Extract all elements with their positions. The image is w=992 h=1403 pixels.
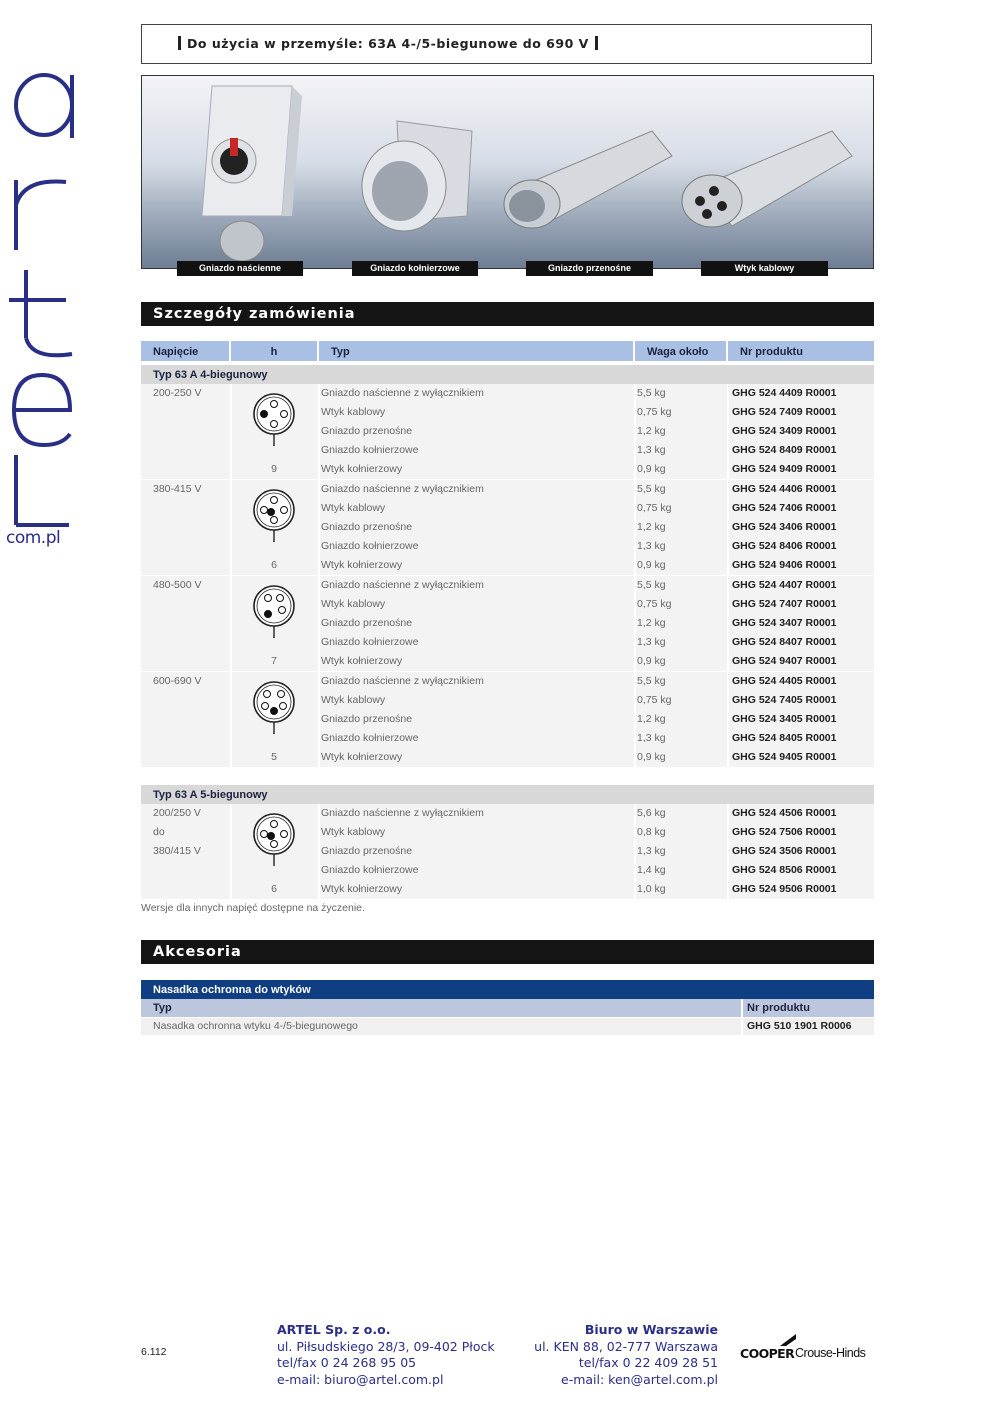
logo-crouse-hinds-text: Crouse-Hinds: [795, 1346, 866, 1360]
portable-socket-image: [504, 131, 672, 228]
h-position: 6: [271, 883, 277, 895]
header-h: h: [231, 341, 317, 361]
product-photo: [141, 75, 874, 269]
product-number: GHG 524 3406 R0001: [732, 521, 837, 533]
product-weight: 1,3 kg: [637, 636, 666, 648]
accessories-title: Akcesoria: [141, 940, 874, 964]
product-number: GHG 524 9506 R0001: [732, 883, 837, 895]
product-weight: 1,4 kg: [637, 864, 666, 876]
footer-phone1: tel/fax 0 24 268 95 05: [277, 1355, 417, 1370]
product-weight: 1,2 kg: [637, 425, 666, 437]
product-type: Wtyk kołnierzowy: [321, 463, 403, 475]
product-type: Wtyk kablowy: [321, 502, 386, 514]
cooper-crouse-hinds-logo: [740, 1336, 874, 1362]
accessories-header-nr: Nr produktu: [743, 999, 874, 1017]
order-section-title: Szczegóły zamówienia: [141, 302, 874, 326]
product-weight: 0,75 kg: [637, 598, 672, 610]
product-type: Gniazdo kołnierzowe: [321, 732, 419, 744]
h-position: 6: [271, 559, 277, 571]
caption-portable-socket: Gniazdo przenośne: [526, 261, 653, 276]
product-number: GHG 524 8407 R0001: [732, 636, 837, 648]
header-voltage: Napięcie: [141, 341, 229, 361]
product-weight: 5,5 kg: [637, 483, 666, 495]
product-type: Wtyk kołnierzowy: [321, 655, 403, 667]
product-type: Gniazdo przenośne: [321, 521, 413, 533]
footer-office: Biuro w Warszawie: [584, 1322, 718, 1337]
accessories-row-nr: GHG 510 1901 R0006: [743, 1018, 874, 1035]
caption-cable-plug: Wtyk kablowy: [701, 261, 828, 276]
voltage-label: 200-250 V: [153, 387, 202, 399]
product-row: [141, 460, 874, 479]
product-number: GHG 524 4506 R0001: [732, 807, 837, 819]
product-type: Gniazdo przenośne: [321, 845, 413, 857]
product-number: GHG 524 4406 R0001: [732, 483, 837, 495]
product-weight: 1,3 kg: [637, 732, 666, 744]
product-weight: 0,8 kg: [637, 826, 666, 838]
product-weight: 0,9 kg: [637, 559, 666, 571]
product-number: GHG 524 7405 R0001: [732, 694, 837, 706]
product-number: GHG 524 3405 R0001: [732, 713, 837, 725]
product-type: Wtyk kołnierzowy: [321, 883, 403, 895]
voltage-block: [141, 671, 874, 767]
product-number: GHG 524 7506 R0001: [732, 826, 837, 838]
product-number: GHG 524 8506 R0001: [732, 864, 837, 876]
product-weight: 5,5 kg: [637, 675, 666, 687]
logo-cooper-text: COOPER: [740, 1346, 795, 1361]
product-type: Gniazdo kołnierzowe: [321, 864, 419, 876]
product-row: [141, 556, 874, 575]
product-weight: 5,5 kg: [637, 387, 666, 399]
product-number: GHG 524 4409 R0001: [732, 387, 837, 399]
logo-mark-icon: [780, 1334, 796, 1346]
product-weight: 0,75 kg: [637, 406, 672, 418]
product-weight: 0,9 kg: [637, 655, 666, 667]
product-number: GHG 524 8409 R0001: [732, 444, 837, 456]
voltage-label: 380-415 V: [153, 483, 202, 495]
product-number: GHG 524 4407 R0001: [732, 579, 837, 591]
pin-layout-icon: [248, 580, 300, 640]
footer-address-plock: [277, 1322, 495, 1388]
product-weight: 1,3 kg: [637, 444, 666, 456]
product-type: Wtyk kołnierzowy: [321, 559, 403, 571]
footer-company: ARTEL Sp. z o.o.: [277, 1322, 391, 1337]
product-number: GHG 524 9406 R0001: [732, 559, 837, 571]
page-title: Do użycia w przemyśle: 63A 4-/5-biegunowe do 690 V: [178, 36, 598, 51]
footer-address2: ul. KEN 88, 02-777 Warszawa: [534, 1338, 718, 1354]
order-groups: [141, 365, 874, 899]
wall-socket-image: [202, 86, 302, 261]
product-type: Wtyk kołnierzowy: [321, 751, 403, 763]
pin-layout-icon: [248, 808, 300, 868]
voltage-label: 480-500 V: [153, 579, 202, 591]
voltage-label: 200/250 V: [153, 807, 201, 819]
caption-wall-socket: Gniazdo naścienne: [177, 261, 303, 276]
product-number: GHG 524 3407 R0001: [732, 617, 837, 629]
product-weight: 1,2 kg: [637, 521, 666, 533]
product-type: Wtyk kablowy: [321, 598, 386, 610]
brand-domain: com.pl: [6, 528, 61, 548]
product-type: Wtyk kablowy: [321, 406, 386, 418]
footer-address1: ul. Piłsudskiego 28/3, 09-402 Płock: [277, 1338, 495, 1354]
footer-phone2: tel/fax 0 22 409 28 51: [578, 1355, 718, 1370]
product-number: GHG 524 8405 R0001: [732, 732, 837, 744]
flanged-socket-image: [362, 121, 472, 231]
product-weight: 1,2 kg: [637, 617, 666, 629]
product-type: Gniazdo przenośne: [321, 713, 413, 725]
product-weight: 1,3 kg: [637, 845, 666, 857]
product-number: GHG 524 7406 R0001: [732, 502, 837, 514]
product-number: GHG 524 9407 R0001: [732, 655, 837, 667]
product-row: [141, 880, 874, 899]
group-title: Typ 63 A 4-biegunowy: [141, 365, 874, 384]
product-type: Gniazdo kołnierzowe: [321, 636, 419, 648]
product-number: GHG 524 9409 R0001: [732, 463, 837, 475]
header-type: Typ: [319, 341, 633, 361]
accessories-header-type: Typ: [141, 999, 741, 1017]
product-type: Wtyk kablowy: [321, 826, 386, 838]
product-row: [141, 748, 874, 767]
voltage-block: [141, 479, 874, 575]
product-type: Gniazdo przenośne: [321, 617, 413, 629]
order-table-header: [141, 341, 874, 361]
accessories-subtitle: Nasadka ochronna do wtyków: [141, 980, 874, 999]
product-number: GHG 524 8406 R0001: [732, 540, 837, 552]
product-type: Gniazdo naścienne z wyłącznikiem: [321, 483, 484, 495]
product-type: Wtyk kablowy: [321, 694, 386, 706]
product-type: Gniazdo naścienne z wyłącznikiem: [321, 675, 484, 687]
group-title: Typ 63 A 5-biegunowy: [141, 785, 874, 804]
product-type: Gniazdo kołnierzowe: [321, 540, 419, 552]
product-type: Gniazdo naścienne z wyłącznikiem: [321, 807, 484, 819]
artel-logo: [4, 70, 84, 530]
product-weight: 0,9 kg: [637, 751, 666, 763]
order-table: [141, 341, 874, 899]
header-weight: Waga około: [635, 341, 726, 361]
product-number: GHG 524 7409 R0001: [732, 406, 837, 418]
voltage-block: [141, 804, 874, 899]
footer-address-warsaw: [520, 1322, 718, 1388]
product-number: GHG 524 9405 R0001: [732, 751, 837, 763]
note: Wersje dla innych napięć dostępne na życzenie.: [141, 902, 365, 914]
footer-email1[interactable]: e-mail: biuro@artel.com.pl: [277, 1371, 444, 1387]
product-weight: 5,6 kg: [637, 807, 666, 819]
product-weight: 0,75 kg: [637, 694, 672, 706]
cable-plug-image: [682, 131, 852, 227]
product-weight: 1,0 kg: [637, 883, 666, 895]
h-position: 9: [271, 463, 277, 475]
voltage-block: [141, 575, 874, 671]
product-weight: 0,9 kg: [637, 463, 666, 475]
pin-layout-icon: [248, 388, 300, 448]
product-number: GHG 524 3409 R0001: [732, 425, 837, 437]
page-header: [141, 24, 872, 64]
voltage-block: [141, 384, 874, 479]
accessories-row-type: Nasadka ochronna wtyku 4-/5-biegunowego: [141, 1018, 741, 1035]
page-number: 6.112: [141, 1346, 167, 1358]
product-weight: 1,3 kg: [637, 540, 666, 552]
voltage-label: 380/415 V: [153, 845, 201, 857]
product-type: Gniazdo przenośne: [321, 425, 413, 437]
header-product-no: Nr produktu: [728, 341, 874, 361]
caption-flanged-socket: Gniazdo kołnierzowe: [352, 261, 478, 276]
product-type: Gniazdo naścienne z wyłącznikiem: [321, 387, 484, 399]
pin-layout-icon: [248, 676, 300, 736]
voltage-label: do: [153, 826, 165, 838]
product-type: Gniazdo naścienne z wyłącznikiem: [321, 579, 484, 591]
product-number: GHG 524 4405 R0001: [732, 675, 837, 687]
h-position: 7: [271, 655, 277, 667]
voltage-label: 600-690 V: [153, 675, 202, 687]
product-weight: 0,75 kg: [637, 502, 672, 514]
product-row: [141, 652, 874, 671]
footer-email2[interactable]: e-mail: ken@artel.com.pl: [561, 1371, 718, 1387]
product-number: GHG 524 3506 R0001: [732, 845, 837, 857]
product-type: Gniazdo kołnierzowe: [321, 444, 419, 456]
product-number: GHG 524 7407 R0001: [732, 598, 837, 610]
product-weight: 5,5 kg: [637, 579, 666, 591]
product-weight: 1,2 kg: [637, 713, 666, 725]
h-position: 5: [271, 751, 277, 763]
pin-layout-icon: [248, 484, 300, 544]
